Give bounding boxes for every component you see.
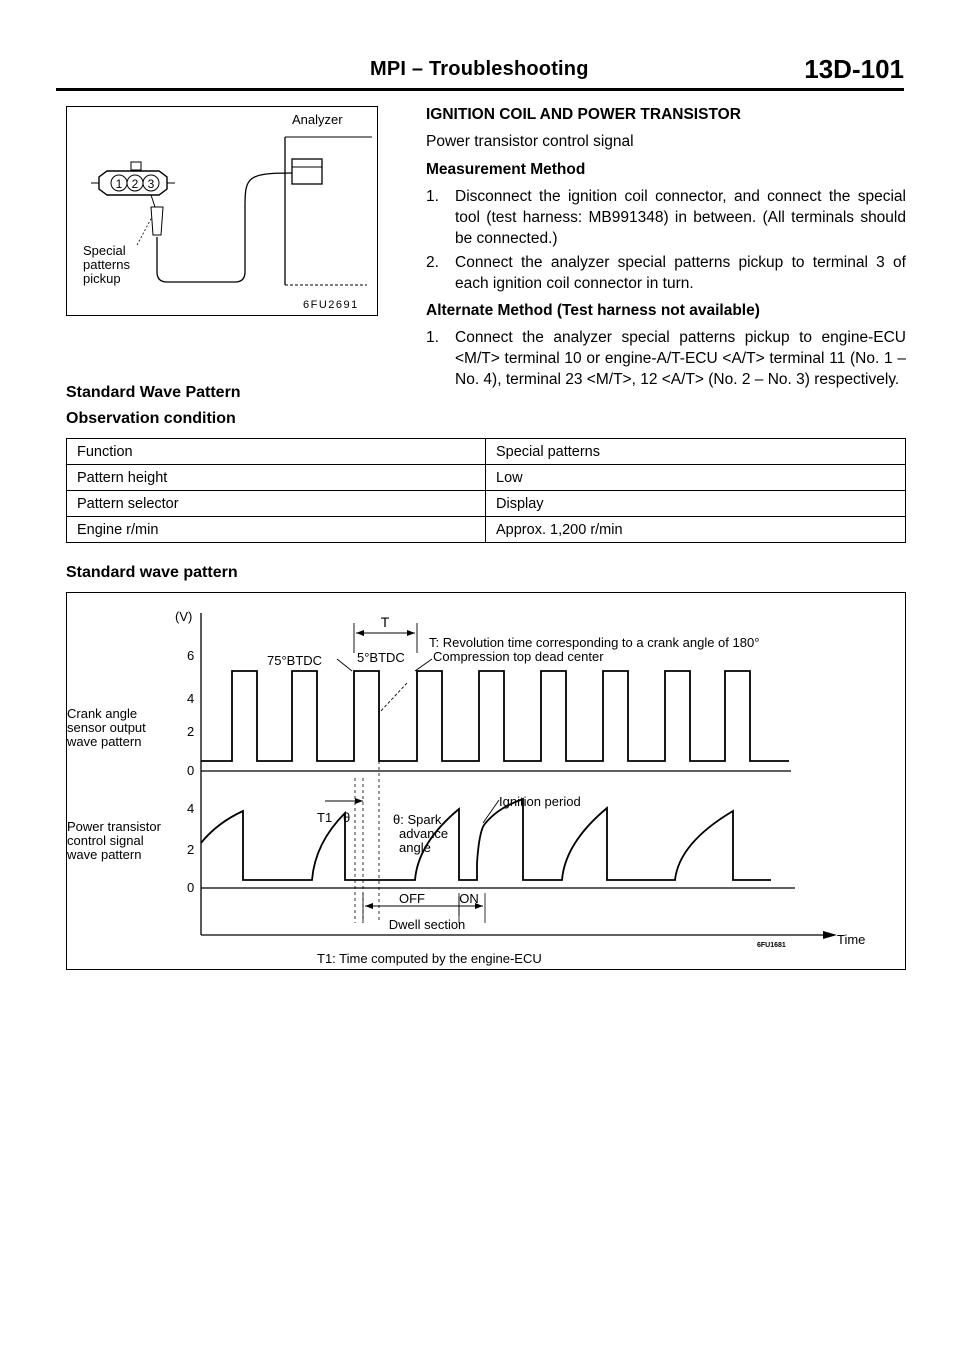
alternate-heading: Alternate Method (Test harness not available): [426, 302, 760, 319]
table-cell: Function: [67, 439, 486, 465]
crank-tick-4: 4: [187, 691, 195, 706]
figure-code: 6FU2691: [303, 299, 359, 311]
btdc75-label: 75°BTDC: [267, 653, 323, 668]
spark-label-1: θ: Spark: [393, 812, 442, 827]
connector-figure: [66, 106, 378, 316]
crank-wave-line: [201, 671, 789, 761]
T-description: T: Revolution time corresponding to a crank angle of 180°: [429, 635, 760, 650]
connector-diagram: [67, 107, 377, 315]
table-row: [67, 517, 906, 543]
table-cell: Pattern height: [67, 465, 486, 491]
wave-heading: Standard wave pattern: [66, 564, 238, 581]
volt-unit: (V): [175, 609, 193, 624]
table-row: [67, 439, 906, 465]
crank-tick-0: 0: [187, 763, 195, 778]
spark-label-3: angle: [399, 840, 431, 855]
observation-table: [66, 438, 906, 543]
component-title: IGNITION COIL AND POWER TRANSISTOR: [426, 106, 741, 123]
power-tick-2: 2: [187, 842, 195, 857]
power-label-1: Power transistor: [67, 819, 161, 834]
measurement-section: [426, 104, 906, 393]
spark-label-2: advance: [399, 826, 449, 841]
T1-description: T1: Time computed by the engine-ECU: [317, 951, 542, 966]
measurement-heading: Measurement Method: [426, 161, 586, 178]
time-label: Time: [837, 932, 866, 947]
crank-tick-2: 2: [187, 724, 195, 739]
crank-label-3: wave pattern: [67, 734, 142, 749]
power-label-2: control signal: [67, 833, 144, 848]
measurement-steps: [426, 186, 906, 294]
measurement-step: 2. Connect the analyzer special patterns pickup to terminal 3 of each ignition coil connector in turn.: [426, 254, 906, 292]
table-cell: Approx. 1,200 r/min: [486, 517, 906, 543]
theta-label: θ: [343, 810, 351, 825]
table-row: [67, 491, 906, 517]
measurement-step: 1. Disconnect the ignition coil connector, and connect the special tool (test harness: MB991348) in between. (All terminals should be connected.): [426, 188, 906, 247]
on-label: ON: [459, 891, 479, 906]
ignition-label: Ignition period: [499, 794, 581, 809]
pin-1: 1: [115, 177, 123, 191]
coil-connector-icon: [91, 162, 175, 195]
crank-tick-6: 6: [187, 648, 195, 663]
power-tick-4: 4: [187, 801, 195, 816]
header-rule: [56, 88, 904, 91]
alternate-steps: [426, 327, 906, 390]
dwell-label: Dwell section: [388, 917, 466, 932]
observation-heading: Observation condition: [66, 410, 236, 427]
page-number: 13D-101: [804, 54, 904, 84]
pickup-label-2: patterns: [83, 257, 130, 272]
wave-diagram: [67, 593, 905, 969]
tdc-description: Compression top dead center: [433, 649, 604, 664]
power-label-3: wave pattern: [67, 847, 142, 862]
power-wave-line: [201, 799, 771, 880]
wave-pattern-figure: [66, 592, 906, 970]
T-label: T: [380, 614, 390, 630]
table-cell: Pattern selector: [67, 491, 486, 517]
crank-label-2: sensor output: [67, 720, 146, 735]
crank-label-1: Crank angle: [67, 706, 138, 721]
power-tick-0: 0: [187, 880, 195, 895]
btdc5-label: 5°BTDC: [357, 650, 405, 665]
alternate-step: 1. Connect the analyzer special patterns pickup to engine-ECU <M/T> terminal 10 or engine-A/T-ECU <A/T> terminal 11 (No. 1 – No. 4), terminal 23 <M/T>, 12 <A/T> (No. 2 – No. 3) respectively.: [426, 329, 906, 388]
table-cell: Display: [486, 491, 906, 517]
pickup-probe-icon: [137, 195, 163, 245]
pin-2: 2: [131, 177, 139, 191]
T1-label: T1: [317, 810, 333, 825]
analyzer-label: Analyzer: [292, 112, 343, 127]
off-label: OFF: [399, 891, 425, 906]
table-row: [67, 465, 906, 491]
section-title: MPI – Troubleshooting: [370, 58, 589, 80]
table-cell: Low: [486, 465, 906, 491]
table-cell: Engine r/min: [67, 517, 486, 543]
analyzer-icon: [292, 159, 322, 184]
standard-heading: Standard Wave Pattern: [66, 384, 241, 401]
wave-code: 6FU1681: [757, 942, 786, 949]
component-subtitle: Power transistor control signal: [426, 133, 634, 150]
pickup-label-1: Special: [83, 243, 126, 258]
pickup-label-3: pickup: [83, 271, 121, 286]
pin-3: 3: [147, 177, 155, 191]
table-cell: Special patterns: [486, 439, 906, 465]
